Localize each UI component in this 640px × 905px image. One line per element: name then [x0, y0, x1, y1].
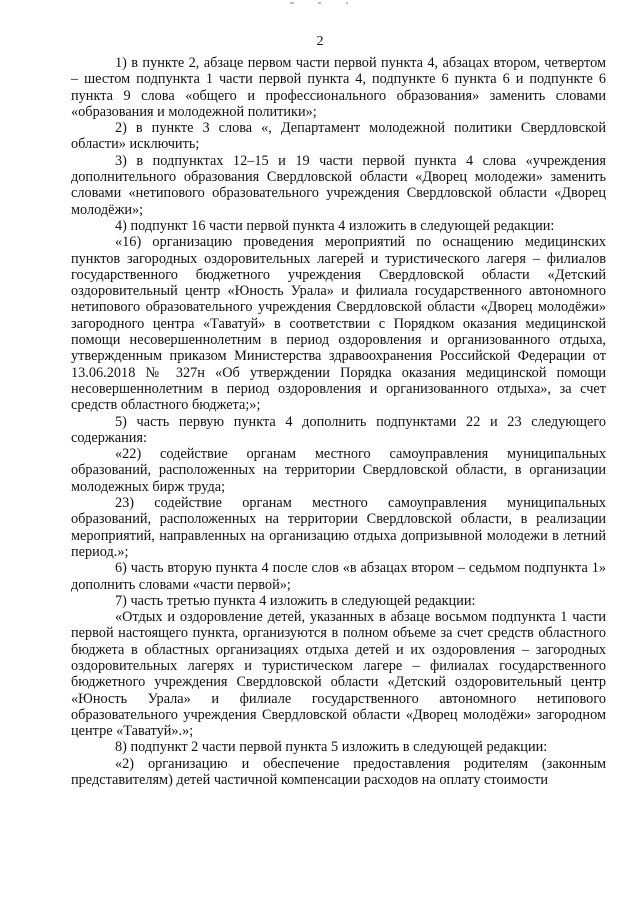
paragraph-10: 7) часть третью пункта 4 изложить в следующей редакции: — [115, 592, 476, 609]
scan-artifact — [346, 2, 348, 4]
paragraph-13: «2) организацию и обеспечение предоставления родителям (законным представителям) детей частичной компенсации расходов на оплату стоимости — [71, 755, 606, 789]
paragraph-1: 1) в пункте 2, абзаце первом части первой пункта 4, абзацах втором, четвертом – шестом подпункта 1 части первой пункта 4, подпункте 6 пункта 6 и подпункте 6 пункта 9 слова «общего и профессионального образования» заменить словами «образования и молодежной политики»; — [71, 55, 606, 120]
paragraph-4: 4) подпункт 16 части первой пункта 4 изложить в следующей редакции: — [115, 217, 555, 234]
scan-artifact — [290, 2, 294, 4]
paragraph-9: 6) часть вторую пункта 4 после слов «в абзацах втором – седьмом подпункта 1» дополнить словами «части первой»; — [71, 560, 606, 593]
paragraph-12: 8) подпункт 2 части первой пункта 5 изложить в следующей редакции: — [115, 739, 548, 756]
paragraph-11: «Отдых и оздоровление детей, указанных в абзаце восьмом подпункта 1 части первой настоящего пункта, организуются в полном объеме за счет средств областного бюджета в областных организациях отдыха детей и их оздоровления – загородных оздоровительных лагерях и туристическом лагере – филиалах государственного бюджетного учреждения Свердловской области «Детский оздоровительный центр «Юность Урала» и филиале государственного автономного нетипового образовательного учреждения Свердловской области «Дворец молодёжи» загородном центре «Таватуй».»; — [71, 609, 606, 740]
paragraph-6: 5) часть первую пункта 4 дополнить подпунктами 22 и 23 следующего содержания: — [71, 413, 606, 446]
paragraph-7: «22) содействие органам местного самоуправления муниципальных образований, расположенных на территории Свердловской области, в организации молодежных бирж труда; — [71, 446, 606, 495]
page-number: 2 — [316, 34, 324, 49]
document-body — [71, 55, 606, 788]
paragraph-8: 23) содействие органам местного самоуправления муниципальных образований, расположенных на территории Свердловской области, в реализации мероприятий, направленных на организацию отдыха допризывной молодежи в летний период.»; — [71, 495, 606, 560]
scan-artifact — [318, 2, 321, 4]
paragraph-3: 3) в подпунктах 12–15 и 19 части первой пункта 4 слова «учреждения дополнительного образования Свердловской области «Дворец молодежи» заменить словами «нетипового образовательного учреждения Свердловской области «Дворец молодёжи»; — [71, 152, 606, 218]
paragraph-5: «16) организацию проведения мероприятий по оснащению медицинских пунктов загородных оздоровительных лагерей и туристического лагеря – филиалов государственного бюджетного учреждения Свердловской области «Детский оздоровительный центр «Юность Урала» и филиала государственного автономного нетипового образовательного учреждения Свердловской области «Дворец молодёжи» загородного центра «Таватуй» в соответствии с Порядком оказания медицинской помощи несовершеннолетним в период оздоровления и организованного отдыха, утвержденным приказом Министерства здравоохранения Российской Федерации от 13.06.2018 № 327н «Об утверждении Порядка оказания медицинской помощи несовершеннолетним в период оздоровления и организованного отдыха», за счет средств областного бюджета;»; — [71, 234, 606, 414]
paragraph-2: 2) в пункте 3 слова «, Департамент молодежной политики Свердловской области» исключить; — [71, 120, 606, 153]
